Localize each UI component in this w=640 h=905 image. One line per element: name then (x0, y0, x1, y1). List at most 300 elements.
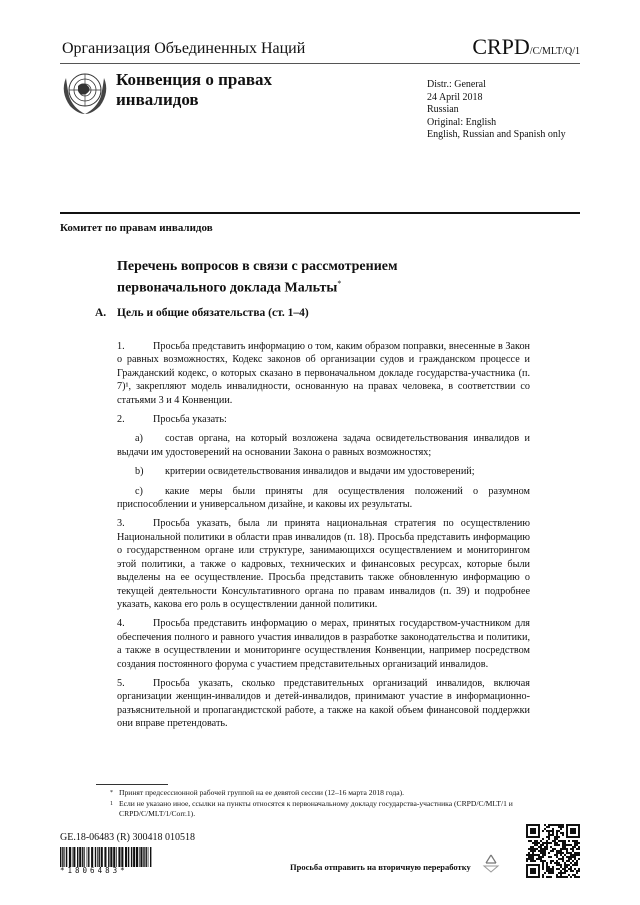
paragraph-number: b) (135, 466, 144, 478)
qr-module (558, 864, 560, 866)
qr-module (560, 864, 562, 866)
qr-module (570, 868, 572, 870)
qr-module (544, 848, 546, 850)
qr-module (568, 856, 570, 858)
qr-module (562, 858, 564, 860)
barcode-bar (79, 847, 81, 867)
qr-module (544, 872, 546, 874)
qr-module (574, 868, 576, 870)
qr-module (560, 848, 562, 850)
qr-module (548, 876, 550, 878)
qr-module (576, 870, 578, 872)
qr-module (554, 840, 556, 842)
qr-module (552, 848, 554, 850)
qr-module (578, 870, 580, 872)
footnote-text: Если не указано иное, ссылки на пункты относятся к первоначальному докладу государства-участника (CRPD/C/MLT/1 и CRPD/C/MLT/1/Corr.1). (119, 798, 513, 818)
qr-module (566, 848, 568, 850)
qr-module (548, 838, 550, 840)
barcode-bar (73, 847, 75, 867)
qr-module (544, 842, 546, 844)
qr-module (560, 840, 562, 842)
qr-module (560, 870, 562, 872)
qr-module (562, 856, 564, 858)
qr-module (534, 842, 536, 844)
qr-module (562, 860, 564, 862)
qr-module (562, 876, 564, 878)
qr-module (540, 850, 542, 852)
qr-module (566, 866, 568, 868)
committee-name: Комитет по правам инвалидов (60, 222, 213, 234)
qr-module (552, 872, 554, 874)
qr-module (526, 858, 528, 860)
qr-module (554, 854, 556, 856)
qr-module (544, 854, 546, 856)
qr-module (576, 840, 578, 842)
qr-module (550, 850, 552, 852)
qr-module (564, 840, 566, 842)
qr-module (556, 824, 558, 826)
qr-module (542, 856, 544, 858)
paragraph-text: Просьба указать: (153, 414, 227, 426)
section-label: A. (95, 307, 107, 319)
qr-module (548, 866, 550, 868)
paragraph-1 (117, 340, 530, 407)
qr-module (548, 868, 550, 870)
qr-module (546, 836, 548, 838)
qr-module (574, 858, 576, 860)
qr-module (570, 848, 572, 850)
qr-module (566, 850, 568, 852)
qr-module (572, 856, 574, 858)
qr-module (556, 850, 558, 852)
qr-module (548, 830, 550, 832)
qr-module (532, 842, 534, 844)
qr-module (564, 872, 566, 874)
qr-module (542, 850, 544, 852)
qr-module (562, 834, 564, 836)
distr-line: Distr.: General (427, 79, 486, 90)
qr-module (562, 852, 564, 854)
qr-module (558, 850, 560, 852)
qr-module (538, 850, 540, 852)
qr-module (578, 848, 580, 850)
qr-finder (570, 828, 576, 834)
qr-module (540, 852, 542, 854)
paragraph-c (117, 485, 530, 512)
barcode-bar (139, 847, 140, 867)
section-title: Цель и общие обязательства (ст. 1–4) (117, 307, 309, 319)
qr-module (572, 864, 574, 866)
qr-module (536, 858, 538, 860)
barcode-bar (72, 847, 73, 867)
qr-module (564, 862, 566, 864)
heading-footnote-mark: * (337, 279, 342, 288)
qr-module (572, 860, 574, 862)
qr-module (556, 852, 558, 854)
qr-module (578, 858, 580, 860)
qr-module (542, 848, 544, 850)
qr-module (556, 868, 558, 870)
qr-module (532, 854, 534, 856)
qr-module (564, 842, 566, 844)
barcode-bar (104, 847, 106, 867)
qr-module (534, 840, 536, 842)
qr-module (546, 844, 548, 846)
qr-module (558, 868, 560, 870)
qr-module (556, 876, 558, 878)
qr-module (572, 874, 574, 876)
barcode-bar (101, 847, 103, 867)
qr-module (574, 862, 576, 864)
qr-module (558, 852, 560, 854)
barcode-bar (97, 847, 98, 867)
qr-module (570, 866, 572, 868)
qr-module (550, 842, 552, 844)
un-emblem-icon (60, 68, 110, 116)
qr-module (574, 840, 576, 842)
qr-module (576, 844, 578, 846)
qr-module (566, 870, 568, 872)
thick-rule (60, 212, 580, 214)
qr-module (546, 870, 548, 872)
footnotes (110, 788, 520, 820)
qr-module (556, 862, 558, 864)
qr-module (534, 854, 536, 856)
barcode-bar (113, 847, 115, 867)
qr-module (544, 846, 546, 848)
qr-module (560, 826, 562, 828)
qr-module (550, 860, 552, 862)
qr-module (578, 876, 580, 878)
barcode-bar (136, 847, 138, 867)
qr-module (546, 866, 548, 868)
barcode-bar (131, 847, 132, 867)
qr-module (566, 860, 568, 862)
qr-module (566, 856, 568, 858)
footnote-text: Принят предсессионной рабочей группой на ее девятой сессии (12–16 марта 2018 года). (119, 788, 405, 797)
qr-module (574, 854, 576, 856)
recycle-text: Просьба отправить на вторичную переработку (290, 862, 471, 872)
qr-module (544, 860, 546, 862)
paragraph-number: c) (135, 485, 143, 497)
qr-module (544, 852, 546, 854)
qr-module (568, 840, 570, 842)
qr-module (542, 844, 544, 846)
qr-module (530, 840, 532, 842)
qr-module (530, 858, 532, 860)
qr-module (572, 846, 574, 848)
qr-module (552, 834, 554, 836)
qr-module (540, 860, 542, 862)
qr-module (574, 844, 576, 846)
qr-module (528, 858, 530, 860)
qr-module (558, 844, 560, 846)
barcode-bar (88, 847, 89, 867)
qr-module (542, 860, 544, 862)
qr-module (552, 868, 554, 870)
qr-module (578, 852, 580, 854)
qr-module (562, 872, 564, 874)
qr-module (558, 872, 560, 874)
qr-module (532, 846, 534, 848)
qr-module (572, 850, 574, 852)
qr-module (564, 866, 566, 868)
qr-module (554, 838, 556, 840)
qr-module (562, 826, 564, 828)
qr-module (534, 860, 536, 862)
barcode-bar (62, 847, 63, 867)
qr-module (528, 848, 530, 850)
qr-module (546, 864, 548, 866)
qr-module (552, 828, 554, 830)
barcode-bar (121, 847, 123, 867)
paragraph-number: 4. (117, 618, 125, 630)
qr-module (576, 862, 578, 864)
paragraph-number: 5. (117, 677, 125, 689)
qr-module (552, 866, 554, 868)
paragraph-a (117, 432, 530, 459)
paragraph-text: Просьба представить информацию о том, каким образом поправки, внесенные в Закон о равных возможностях, Кодекс законов об организации судов и гражданском процессе и Гражданский кодекс, о которых сказано в первоначальном докладе государства-участника (п. 7)¹, закрепляют модель инвалидности, основанную на правах человека, в соответствии со статьями 3 и 4 Конвенции. (117, 341, 530, 406)
qr-module (552, 860, 554, 862)
qr-module (562, 842, 564, 844)
qr-module (568, 852, 570, 854)
qr-module (550, 830, 552, 832)
qr-module (550, 872, 552, 874)
qr-module (558, 830, 560, 832)
qr-module (546, 868, 548, 870)
language-line: Russian (427, 104, 459, 116)
qr-module (568, 844, 570, 846)
qr-module (530, 856, 532, 858)
qr-module (558, 862, 560, 864)
qr-module (542, 866, 544, 868)
barcode-bar (133, 847, 135, 867)
paragraph-2 (117, 413, 530, 426)
barcode-bar (66, 847, 67, 867)
barcode-bar (91, 847, 93, 867)
qr-module (560, 832, 562, 834)
qr-module (546, 848, 548, 850)
document-heading (117, 258, 477, 297)
qr-module (530, 846, 532, 848)
qr-module (560, 866, 562, 868)
qr-module (530, 860, 532, 862)
recycle-icon (480, 852, 502, 874)
qr-module (566, 876, 568, 878)
qr-module (526, 854, 528, 856)
qr-module (532, 858, 534, 860)
qr-module (544, 850, 546, 852)
qr-module (560, 858, 562, 860)
qr-module (536, 842, 538, 844)
qr-module (554, 842, 556, 844)
qr-module (548, 852, 550, 854)
qr-module (570, 858, 572, 860)
footnote-mark: * (110, 790, 113, 796)
qr-module (570, 854, 572, 856)
date-line: 24 April 2018 (427, 91, 483, 103)
qr-module (558, 840, 560, 842)
paragraph-text: критерии освидетельствования инвалидов и выдачи им удостоверений; (165, 466, 475, 478)
qr-module (554, 848, 556, 850)
qr-module (558, 824, 560, 826)
qr-module (528, 840, 530, 842)
organization-name: Организация Объединенных Наций (62, 40, 306, 57)
qr-module (568, 864, 570, 866)
barcode-bar (150, 847, 151, 867)
qr-module (548, 824, 550, 826)
section-heading (95, 307, 309, 319)
qr-module (540, 856, 542, 858)
qr-module (542, 854, 544, 856)
qr-module (542, 876, 544, 878)
qr-module (574, 874, 576, 876)
qr-module (578, 846, 580, 848)
qr-module (574, 846, 576, 848)
qr-module (532, 848, 534, 850)
qr-module (556, 830, 558, 832)
qr-module (548, 842, 550, 844)
qr-module (550, 856, 552, 858)
qr-module (526, 860, 528, 862)
qr-module (564, 870, 566, 872)
paragraph-3 (117, 517, 530, 611)
paragraph-text: Просьба указать, сколько представительных организаций инвалидов, включая организации женщин-инвалидов и детей-инвалидов, принимают участие в информационно-разъяснительной и пропагандистской работе, а также на какой объем финансовой поддержки они вправе претендовать. (117, 677, 530, 730)
qr-module (564, 868, 566, 870)
footnote-rule (96, 784, 168, 785)
document-symbol (472, 34, 580, 60)
qr-module (574, 842, 576, 844)
paragraph-number: 3. (117, 518, 125, 530)
qr-module (568, 868, 570, 870)
qr-module (572, 870, 574, 872)
qr-module (532, 852, 534, 854)
qr-module (532, 856, 534, 858)
paragraph-text: какие меры были приняты для осуществления положений о разумном приспособлении и универсальном дизайне, и каковы их результаты. (117, 485, 530, 511)
qr-module (550, 876, 552, 878)
qr-module (556, 842, 558, 844)
qr-module (546, 842, 548, 844)
barcode-bar (140, 847, 142, 867)
footnote (110, 799, 520, 820)
qr-module (550, 862, 552, 864)
qr-module (530, 854, 532, 856)
qr-module (556, 844, 558, 846)
qr-module (568, 858, 570, 860)
qr-module (556, 856, 558, 858)
paragraph-text: состав органа, на который возложена задача освидетельствования инвалидов и выдачи им удостоверений на основании Закона о равных возможностях; (117, 433, 530, 458)
barcode-bar (95, 847, 96, 867)
qr-module (570, 862, 572, 864)
qr-module (554, 844, 556, 846)
qr-module (560, 824, 562, 826)
qr-module (556, 860, 558, 862)
qr-module (556, 838, 558, 840)
barcode-number: *1806483* (60, 866, 128, 875)
qr-module (548, 856, 550, 858)
qr-module (576, 852, 578, 854)
qr-module (564, 876, 566, 878)
qr-module (544, 824, 546, 826)
qr-module (550, 824, 552, 826)
qr-module (572, 840, 574, 842)
qr-module (548, 870, 550, 872)
qr-module (534, 844, 536, 846)
barcode-bar (143, 847, 144, 867)
qr-module (570, 856, 572, 858)
barcode-bar (116, 847, 117, 867)
qr-module (538, 856, 540, 858)
qr-module (542, 864, 544, 866)
qr-module (556, 864, 558, 866)
barcode-bar (84, 847, 85, 867)
qr-module (552, 824, 554, 826)
barcode-bar (148, 847, 149, 867)
qr-module (562, 844, 564, 846)
qr-module (568, 874, 570, 876)
qr-module (540, 846, 542, 848)
qr-module (576, 848, 578, 850)
qr-module (536, 854, 538, 856)
qr-module (558, 876, 560, 878)
qr-module (558, 836, 560, 838)
qr-module (542, 874, 544, 876)
qr-module (546, 826, 548, 828)
qr-module (534, 850, 536, 852)
qr-module (576, 842, 578, 844)
qr-module (554, 862, 556, 864)
convention-title: Конвенция о правах инвалидов (116, 70, 273, 109)
qr-module (548, 832, 550, 834)
qr-module (548, 834, 550, 836)
qr-module (556, 834, 558, 836)
qr-module (556, 874, 558, 876)
qr-finder (530, 868, 536, 874)
qr-module (546, 876, 548, 878)
qr-module (540, 844, 542, 846)
qr-module (562, 868, 564, 870)
qr-module (578, 842, 580, 844)
qr-module (530, 850, 532, 852)
paragraph-text: Просьба указать, была ли принята национальная стратегия по осуществлению Национальной политики в области прав инвалидов (п. 18). Просьба представить информацию о государственном органе или структуре, занимающихся осуществлением и мониторингом этой политики, а также о кадровых, технических и финансовых ресурсах, которые были выделены на ее осуществление. Просьба представить также обновленную информацию о текущей деятельности Консультативного органа по правам инвалидов (п. 39) и подробнее указать, какова его роль в осуществлении данной политики. (117, 518, 530, 610)
symbol-main: CRPD (472, 34, 530, 59)
paragraph-4 (117, 617, 530, 671)
qr-module (546, 830, 548, 832)
qr-module (536, 848, 538, 850)
qr-module (542, 830, 544, 832)
qr-module (576, 872, 578, 874)
qr-module (538, 846, 540, 848)
footnote (110, 788, 520, 799)
barcode-bar (146, 847, 147, 867)
qr-module (560, 876, 562, 878)
qr-module (564, 854, 566, 856)
qr-module (552, 840, 554, 842)
qr-finder (530, 828, 536, 834)
qr-module (548, 872, 550, 874)
qr-module (538, 854, 540, 856)
paragraph-number: a) (135, 433, 143, 445)
qr-module (574, 876, 576, 878)
qr-module (556, 832, 558, 834)
qr-module (538, 842, 540, 844)
qr-module (560, 828, 562, 830)
qr-module (548, 826, 550, 828)
qr-module (536, 840, 538, 842)
qr-module (550, 846, 552, 848)
barcode-bar (60, 847, 61, 867)
qr-module (528, 856, 530, 858)
